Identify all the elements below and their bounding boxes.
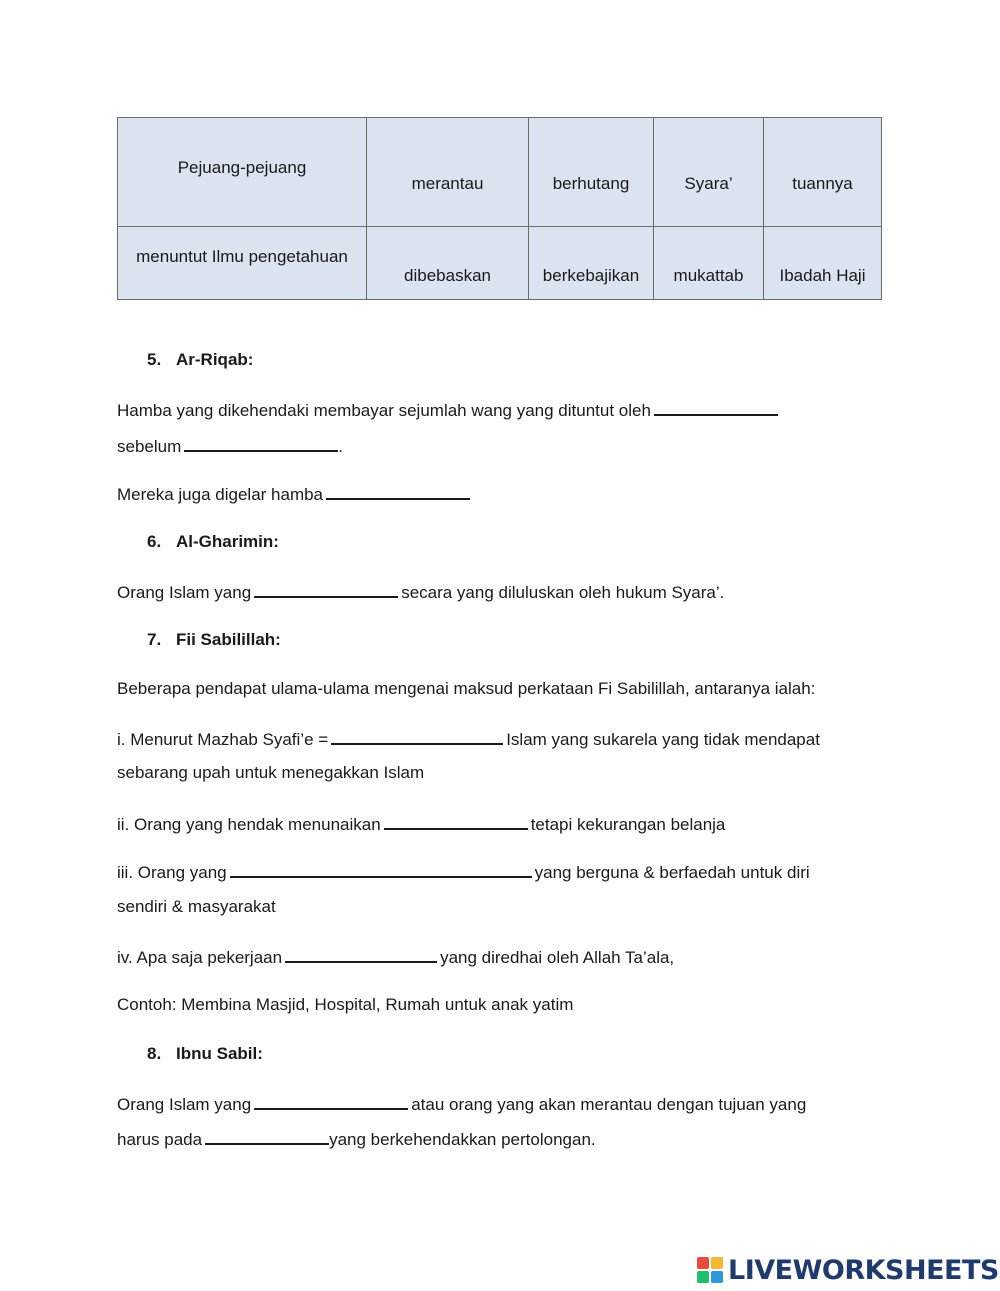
section-8-line-2: harus pada yang berkehendakkan pertolongan. — [117, 1127, 596, 1151]
answer-blank[interactable] — [230, 860, 532, 878]
section-6-heading: 6. Al-Gharimin: — [147, 532, 279, 551]
answer-blank[interactable] — [654, 398, 778, 416]
answer-blank[interactable] — [184, 434, 338, 452]
logo-square — [697, 1257, 709, 1269]
section-7-item-ii: ii. Orang yang hendak menunaikan tetapi kekurangan belanja — [117, 812, 725, 836]
brand-text: LIVEWORKSHEETS — [728, 1254, 999, 1286]
answer-blank[interactable] — [326, 482, 470, 500]
word-bank-cell: Syara’ — [654, 118, 764, 227]
section-5-heading: 5. Ar-Riqab: — [147, 350, 254, 369]
section-6-line-1: Orang Islam yang secara yang diluluskan oleh hukum Syara’. — [117, 580, 724, 604]
answer-blank[interactable] — [331, 727, 503, 745]
word-bank-row — [118, 118, 882, 227]
logo-square — [697, 1271, 709, 1283]
section-5-line-3: Mereka juga digelar hamba — [117, 482, 473, 506]
section-7-item-iii-cont: sendiri & masyarakat — [117, 897, 276, 916]
liveworksheets-logo-icon — [697, 1257, 723, 1283]
answer-blank[interactable] — [254, 1092, 408, 1110]
section-7-item-iv: iv. Apa saja pekerjaan yang diredhai oleh Allah Ta’ala, — [117, 945, 674, 969]
section-5-line-1: Hamba yang dikehendaki membayar sejumlah wang yang dituntut oleh — [117, 398, 781, 422]
answer-blank[interactable] — [384, 812, 528, 830]
word-bank-cell: menuntut Ilmu pengetahuan — [118, 227, 367, 300]
section-7-intro: Beberapa pendapat ulama-ulama mengenai maksud perkataan Fi Sabilillah, antaranya ialah: — [117, 679, 816, 698]
answer-blank[interactable] — [285, 945, 437, 963]
word-bank-row — [118, 227, 882, 300]
section-7-item-iii: iii. Orang yang yang berguna & berfaedah untuk diri — [117, 860, 810, 884]
word-bank-cell: berkebajikan — [529, 227, 654, 300]
logo-square — [711, 1257, 723, 1269]
section-7-item-i: i. Menurut Mazhab Syafi’e = Islam yang sukarela yang tidak mendapat — [117, 727, 820, 751]
liveworksheets-brand[interactable] — [697, 1254, 999, 1286]
section-5-line-2: sebelum . — [117, 434, 343, 458]
section-8-heading: 8. Ibnu Sabil: — [147, 1044, 263, 1063]
word-bank-cell: mukattab — [654, 227, 764, 300]
word-bank-cell: Pejuang-pejuang — [118, 118, 367, 227]
word-bank-cell: tuannya — [764, 118, 882, 227]
word-bank-cell: berhutang — [529, 118, 654, 227]
word-bank-cell: Ibadah Haji — [764, 227, 882, 300]
answer-blank[interactable] — [254, 580, 398, 598]
answer-blank[interactable] — [205, 1127, 329, 1145]
word-bank-cell: merantau — [367, 118, 529, 227]
section-8-line-1: Orang Islam yang atau orang yang akan merantau dengan tujuan yang — [117, 1092, 806, 1116]
section-7-heading: 7. Fii Sabilillah: — [147, 630, 281, 649]
section-7-item-i-cont: sebarang upah untuk menegakkan Islam — [117, 763, 425, 782]
word-bank-cell: dibebaskan — [367, 227, 529, 300]
logo-square — [711, 1271, 723, 1283]
word-bank-table — [117, 117, 882, 300]
section-7-example: Contoh: Membina Masjid, Hospital, Rumah untuk anak yatim — [117, 995, 574, 1014]
